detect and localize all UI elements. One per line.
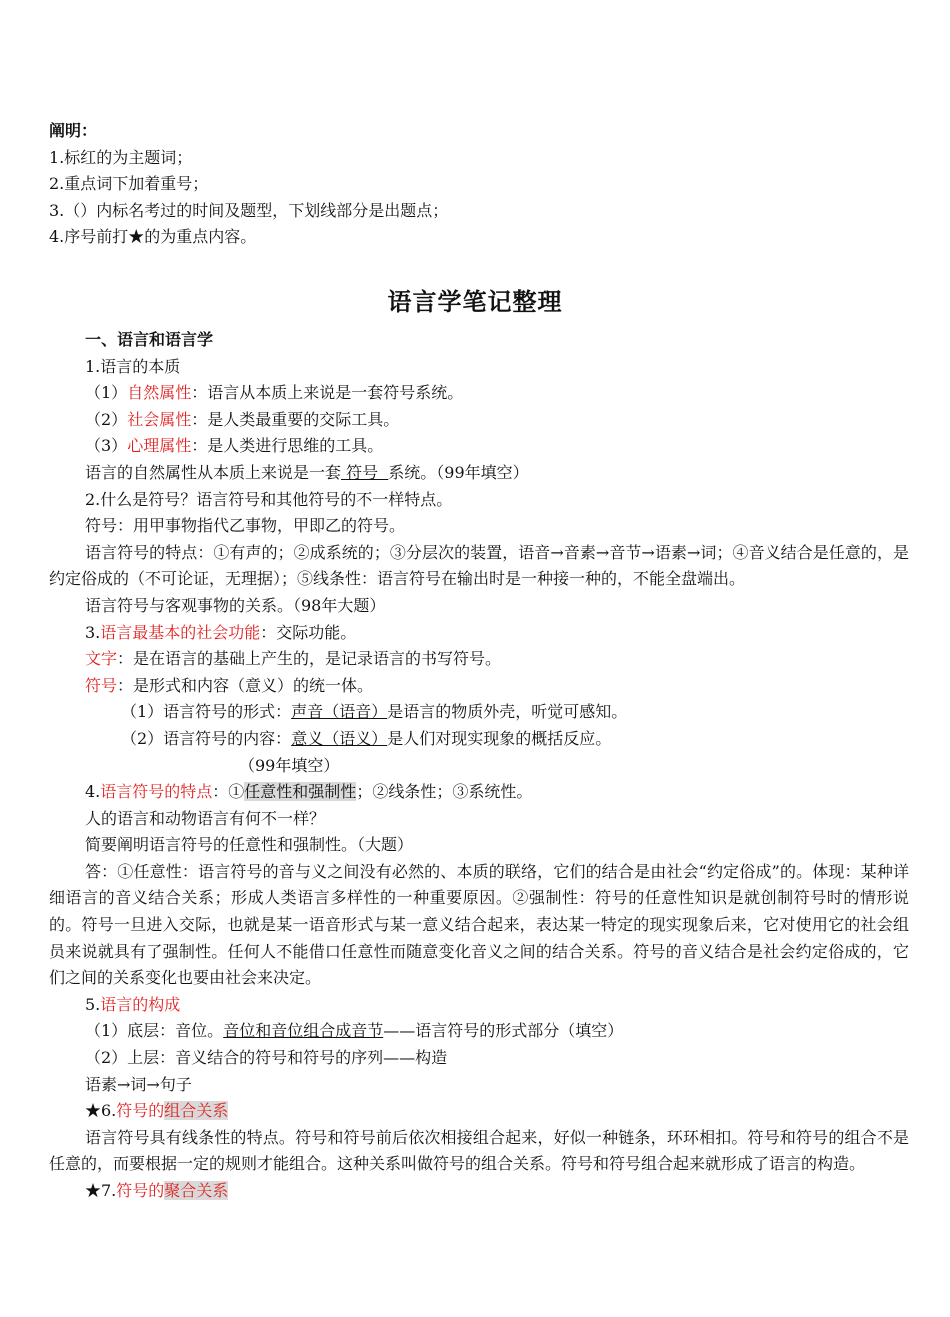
highlighted-term: 组合关系 (164, 1101, 229, 1121)
answer-paragraph: 答：①任意性：语言符号的音与义之间没有必然的、本质的联络，它们的结合是由社会“约定俗成”的。体现：某种详细语言的音义结合关系；形成人类语言多样性的一种重要原因。②强制性：符号的任意性知识是就创制符号时的情形说的。符号一旦进入交际，也就是某一语音形式与某一意义结合起来，表达某一特定的现实现象后来，它对使用它的社会组员来说就具有了强制性。任何人不能借口任意性而随意变化音义之间的结合关系。符号的音义结合是社会约定俗成的，它们之间的关系变化也要由社会来决定。 (49, 861, 909, 988)
notes-item: 2.重点词下加着重号； (49, 174, 209, 194)
underlined-term: 意义（语义） (291, 728, 388, 748)
paragraph: （1）底层：音位。音位和音位组合成音节——语言符号的形式部分（填空） (85, 1021, 624, 1041)
keyword: 语言最基本的社会功能 (100, 622, 261, 642)
keyword: 符号 (85, 675, 118, 695)
paragraph: （1）自然属性：语言从本质上来说是一套符号系统。 (85, 383, 464, 403)
paragraph: （1）语言符号的形式：声音（语音）是语言的物质外壳，听觉可感知。 (121, 702, 628, 722)
paragraph: （3）心理属性：是人类进行思维的工具。 (85, 436, 384, 456)
paragraph: （2）语言符号的内容：意义（语义）是人们对现实现象的概括反应。 (121, 728, 612, 748)
paragraph: 文字：是在语言的基础上产生的，是记录语言的书写符号。 (85, 649, 502, 669)
paragraph: 符号：用甲事物指代乙事物，甲即乙的符号。 (85, 516, 406, 536)
subsection-title: 2.什么是符号？语言符号和其他符号的不一样特点。 (85, 489, 453, 509)
underlined-term: 音位和音位组合成音节 (223, 1021, 384, 1041)
subsection-title: 3.语言最基本的社会功能：交际功能。 (85, 622, 357, 642)
highlighted-term: 任意性和强制性 (244, 782, 357, 802)
paragraph: 语言符号与客观事物的关系。（98年大题） (85, 595, 386, 615)
underlined-term: 符号 (341, 462, 389, 482)
paragraph: （2）社会属性：是人类最重要的交际工具。 (85, 409, 400, 429)
notes-item: 4.序号前打★的为重点内容。 (49, 227, 257, 247)
notes-block (49, 118, 909, 251)
paragraph: 语言符号具有线条性的特点。符号和符号前后依次相接组合起来，好似一种链条，环环相扣。符号和符号的组合不是任意的，而要根据一定的规则才能组合。这种关系叫做符号的组合关系。符号和符号组合起来就形成了语言的构造。 (49, 1127, 909, 1174)
underlined-term: 声音（语音） (291, 702, 388, 722)
exam-note: （99年填空） (239, 755, 340, 775)
paragraph: 语言的自然属性从本质上来说是一套 符号 系统。（99年填空） (85, 462, 529, 482)
question: 人的语言和动物语言有何不一样？ (85, 808, 326, 828)
paragraph: 符号：是形式和内容（意义）的统一体。 (85, 675, 374, 695)
notes-heading: 阐明： (49, 121, 98, 140)
keyword: 自然属性 (127, 383, 192, 403)
paragraph: 语素→词→句子 (85, 1074, 192, 1094)
keyword: 社会属性 (127, 409, 192, 429)
notes-item: 3.（）内标名考过的时间及题型，下划线部分是出题点； (49, 200, 449, 220)
keyword: 心理属性 (127, 436, 192, 456)
keyword: 符号的 (116, 1181, 165, 1200)
subsection-title: ★6.符号的组合关系 (85, 1101, 229, 1121)
keyword: 文字 (85, 649, 118, 669)
paragraph: 语言符号的特点：①有声的；②成系统的；③分层次的装置，语音→音素→音节→语素→词；④音义结合是任意的，是约定俗成的（不可论证，无理据）；⑤线条性：语言符号在输出时是一种接一种的，不能全盘端出。 (49, 542, 909, 589)
subsection-title: 1.语言的本质 (85, 356, 181, 376)
question: 简要阐明语言符号的任意性和强制性。（大题） (85, 835, 414, 855)
section-content (49, 327, 909, 1205)
subsection-title: 5.语言的构成 (85, 994, 181, 1014)
paragraph: （2）上层：音义结合的符号和符号的序列——构造 (85, 1048, 448, 1068)
subsection-title: 4.语言符号的特点：①任意性和强制性；②线条性；③系统性。 (85, 782, 533, 802)
keyword: 语言的构成 (100, 994, 181, 1014)
document-title: 语言学笔记整理 (387, 288, 563, 316)
section-heading: 一、语言和语言学 (85, 330, 214, 349)
notes-item: 1.标红的为主题词； (49, 147, 193, 167)
highlighted-term: 聚合关系 (164, 1181, 229, 1200)
subsection-title: ★7.符号的聚合关系 (85, 1181, 229, 1200)
keyword: 符号的 (116, 1101, 165, 1121)
keyword: 语言符号的特点 (100, 782, 213, 802)
